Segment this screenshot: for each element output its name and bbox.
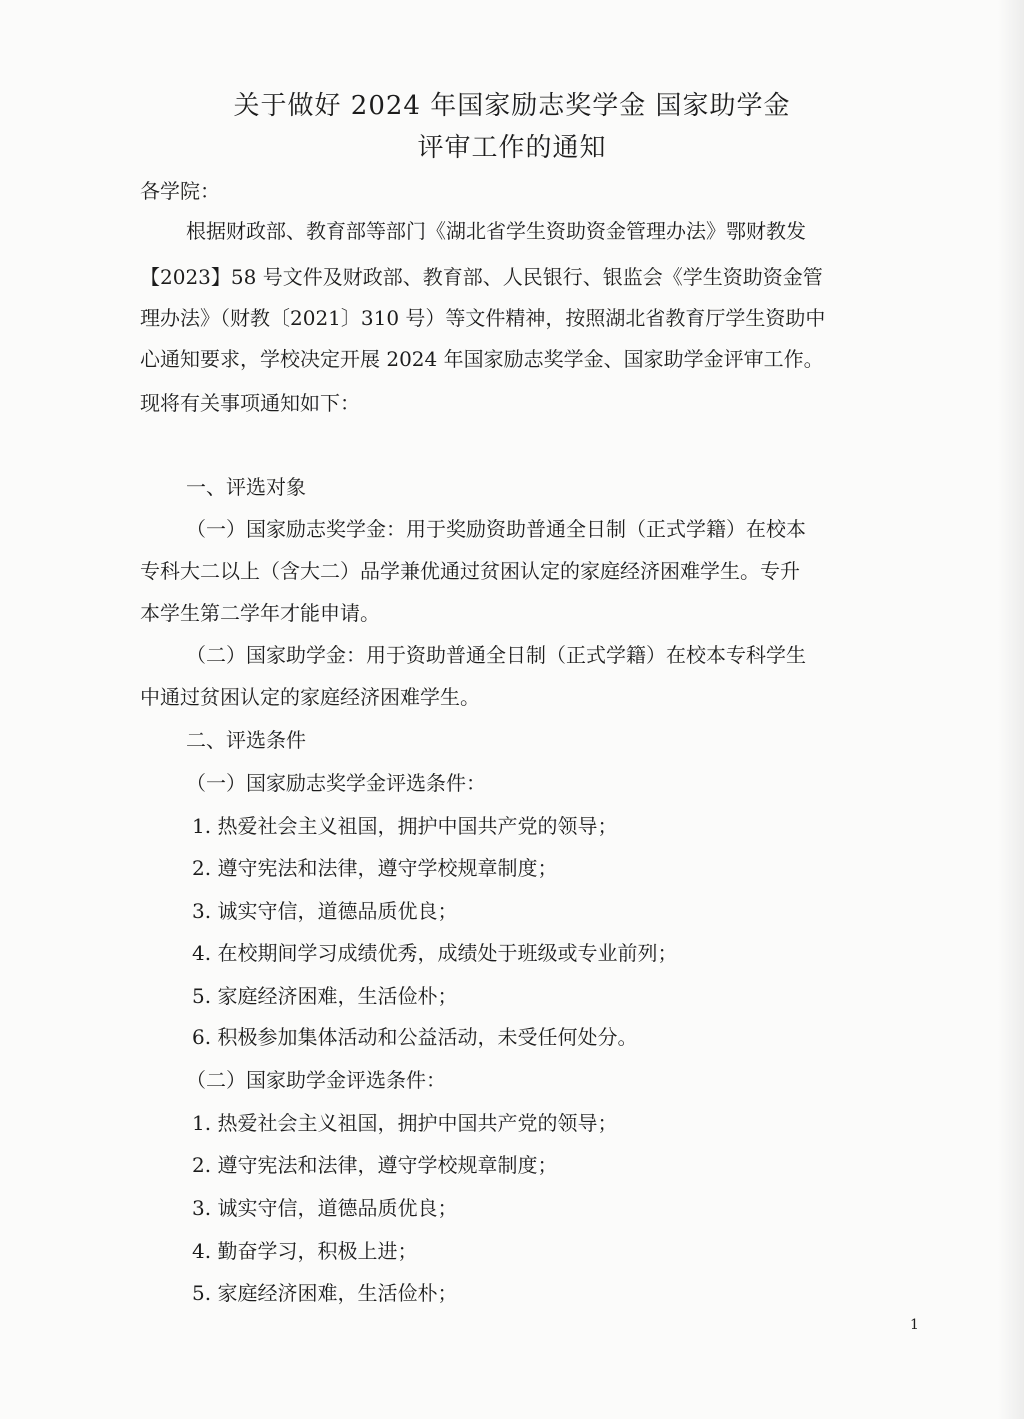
criteria-item: 2. 遵守宪法和法律，遵守学校规章制度； — [192, 1153, 558, 1177]
intro-line: 根据财政部、教育部等部门《湖北省学生资助资金管理办法》鄂财教发 — [186, 219, 806, 243]
section-1-item-1-line: （一）国家励志奖学金：用于奖励资助普通全日制（正式学籍）在校本 — [186, 517, 806, 541]
criteria-item: 4. 勤奋学习，积极上进； — [192, 1239, 418, 1263]
document-title-line-1: 关于做好 2024 年国家励志奖学金 国家助学金 — [233, 91, 791, 121]
section-2-sub-2-heading: （二）国家助学金评选条件： — [186, 1068, 446, 1092]
intro-line: 心通知要求，学校决定开展 2024 年国家励志奖学金、国家助学金评审工作。 — [140, 347, 824, 371]
criteria-item: 2. 遵守宪法和法律，遵守学校规章制度； — [192, 856, 558, 880]
criteria-item: 4. 在校期间学习成绩优秀，成绩处于班级或专业前列； — [192, 941, 678, 965]
section-2-heading: 二、评选条件 — [186, 728, 306, 752]
section-2-sub-1-heading: （一）国家励志奖学金评选条件： — [186, 771, 486, 795]
section-1-item-1-line: 专科大二以上（含大二）品学兼优通过贫困认定的家庭经济困难学生。专升 — [140, 559, 800, 583]
section-1-heading: 一、评选对象 — [186, 475, 306, 499]
document-title-line-2: 评审工作的通知 — [417, 133, 607, 163]
intro-line: 理办法》（财教〔2021〕310 号）等文件精神，按照湖北省教育厅学生资助中 — [140, 306, 826, 330]
criteria-item: 5. 家庭经济困难，生活俭朴； — [192, 984, 458, 1008]
section-1-item-1-line: 本学生第二学年才能申请。 — [140, 601, 380, 625]
page-number: 1 — [910, 1317, 919, 1333]
section-1-item-2-line: （二）国家助学金：用于资助普通全日制（正式学籍）在校本专科学生 — [186, 643, 806, 667]
criteria-item: 3. 诚实守信，道德品质优良； — [192, 899, 458, 923]
criteria-item: 5. 家庭经济困难，生活俭朴； — [192, 1281, 458, 1305]
scan-edge-shadow — [998, 0, 1024, 1419]
criteria-item: 3. 诚实守信，道德品质优良； — [192, 1196, 458, 1220]
criteria-item: 1. 热爱社会主义祖国，拥护中国共产党的领导； — [192, 814, 618, 838]
section-1-item-2-line: 中通过贫困认定的家庭经济困难学生。 — [140, 685, 480, 709]
intro-line: 现将有关事项通知如下： — [140, 391, 360, 415]
criteria-item: 6. 积极参加集体活动和公益活动，未受任何处分。 — [192, 1025, 638, 1049]
criteria-item: 1. 热爱社会主义祖国，拥护中国共产党的领导； — [192, 1111, 618, 1135]
salutation: 各学院： — [140, 179, 220, 203]
intro-line: 【2023】58 号文件及财政部、教育部、人民银行、银监会《学生资助资金管 — [140, 265, 823, 289]
